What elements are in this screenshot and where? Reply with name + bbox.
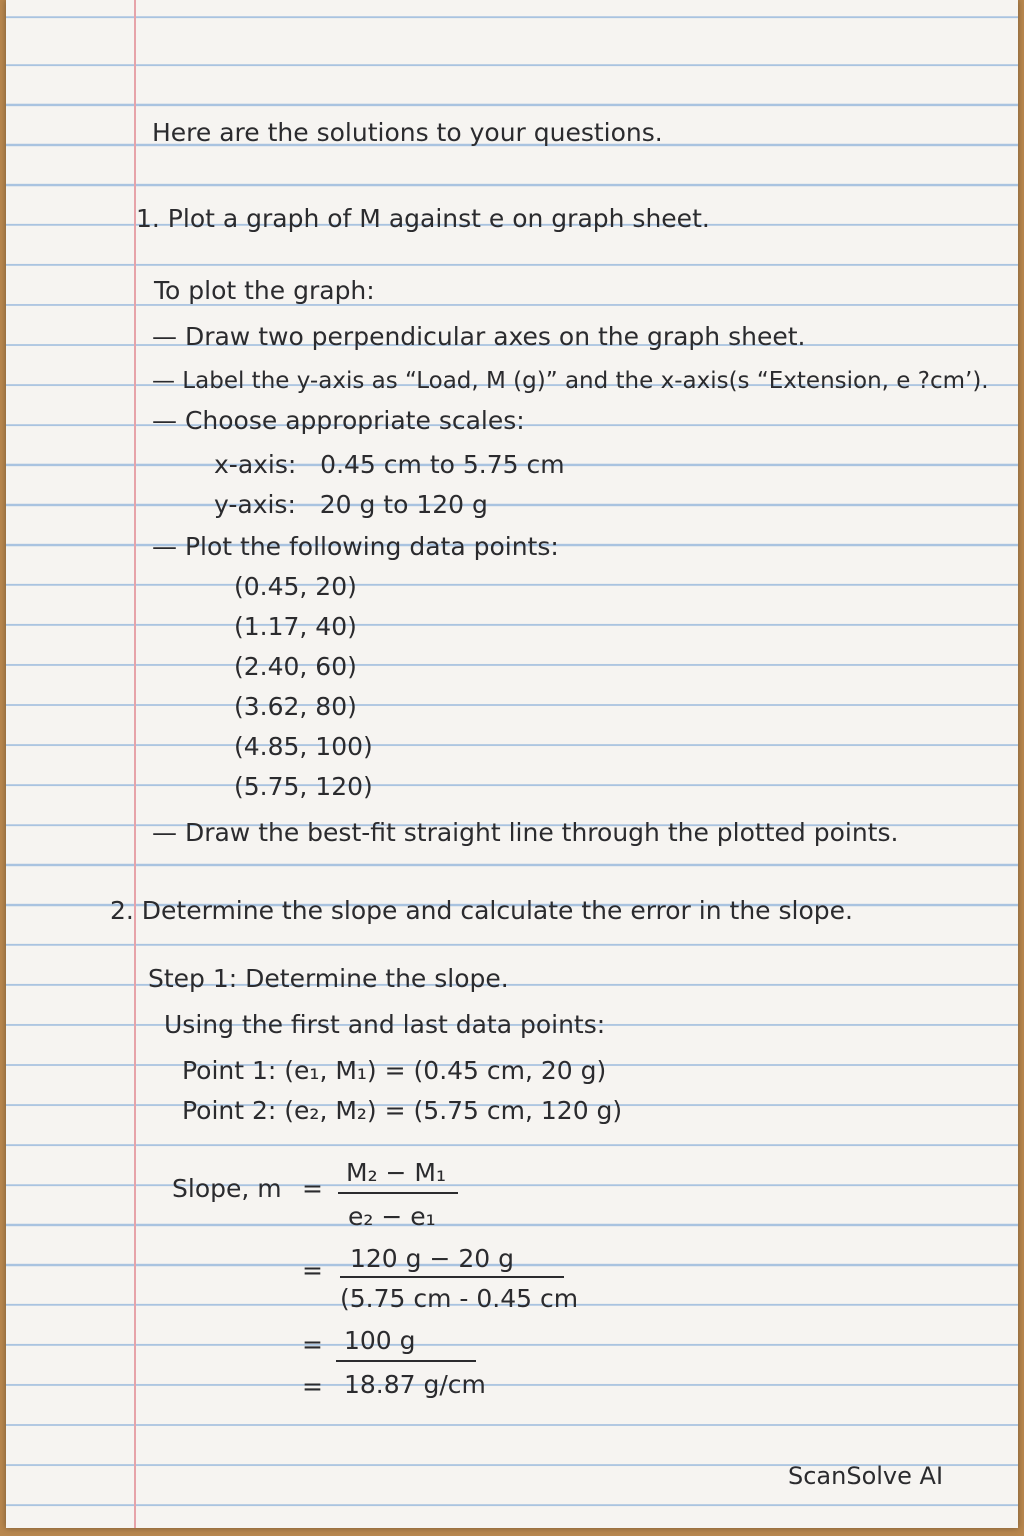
- fraction-bar: [336, 1360, 476, 1362]
- data-point: (3.62, 80): [234, 692, 357, 721]
- fraction-denominator: e₂ − e₁: [348, 1202, 436, 1231]
- scale-x-axis: x-axis: 0.45 cm to 5.75 cm: [214, 450, 565, 479]
- point-2: Point 2: (e₂, M₂) = (5.75 cm, 120 g): [182, 1096, 623, 1125]
- watermark: ScanSolve AI: [788, 1462, 944, 1490]
- point-1: Point 1: (e₁, M₁) = (0.45 cm, 20 g): [182, 1056, 607, 1085]
- q1-heading: 1. Plot a graph of M against e on graph sheet.: [136, 204, 710, 233]
- q2-using-text: Using the first and last data points:: [164, 1010, 606, 1039]
- fraction-numerator: M₂ − M₁: [346, 1158, 447, 1187]
- data-point: (1.17, 40): [234, 612, 357, 641]
- q1-step: — Draw the best-fit straight line through the plotted points.: [152, 818, 899, 847]
- fraction-numerator: 100 g: [344, 1326, 416, 1355]
- data-point: (5.75, 120): [234, 772, 373, 801]
- q1-step: — Label the y-axis as “Load, M (g)” and the x-axis(s “Extension, e ?cm’).: [152, 368, 989, 394]
- q2-heading: 2. Determine the slope and calculate the error in the slope.: [110, 896, 853, 925]
- equals-sign: =: [302, 1330, 323, 1359]
- equals-sign: =: [302, 1372, 323, 1401]
- slope-label: Slope, m: [172, 1174, 282, 1203]
- data-point: (2.40, 60): [234, 652, 357, 681]
- notebook-page: [6, 0, 1018, 1528]
- fraction-denominator: (5.75 cm - 0.45 cm: [340, 1284, 579, 1313]
- q1-step: — Choose appropriate scales:: [152, 406, 525, 435]
- q1-subheading: To plot the graph:: [154, 276, 375, 305]
- data-point: (0.45, 20): [234, 572, 357, 601]
- scale-y-axis: y-axis: 20 g to 120 g: [214, 490, 488, 519]
- data-point: (4.85, 100): [234, 732, 373, 761]
- fraction-numerator: 120 g − 20 g: [350, 1244, 515, 1273]
- q1-step: — Draw two perpendicular axes on the graph sheet.: [152, 322, 806, 351]
- q1-step: — Plot the following data points:: [152, 532, 559, 561]
- fraction-bar: [340, 1276, 564, 1278]
- equals-sign: =: [302, 1256, 323, 1285]
- equals-sign: =: [302, 1174, 323, 1203]
- q2-step-heading: Step 1: Determine the slope.: [148, 964, 509, 993]
- fraction-bar: [338, 1192, 458, 1194]
- slope-result: 18.87 g/cm: [344, 1370, 486, 1399]
- intro-text: Here are the solutions to your questions.: [152, 118, 663, 147]
